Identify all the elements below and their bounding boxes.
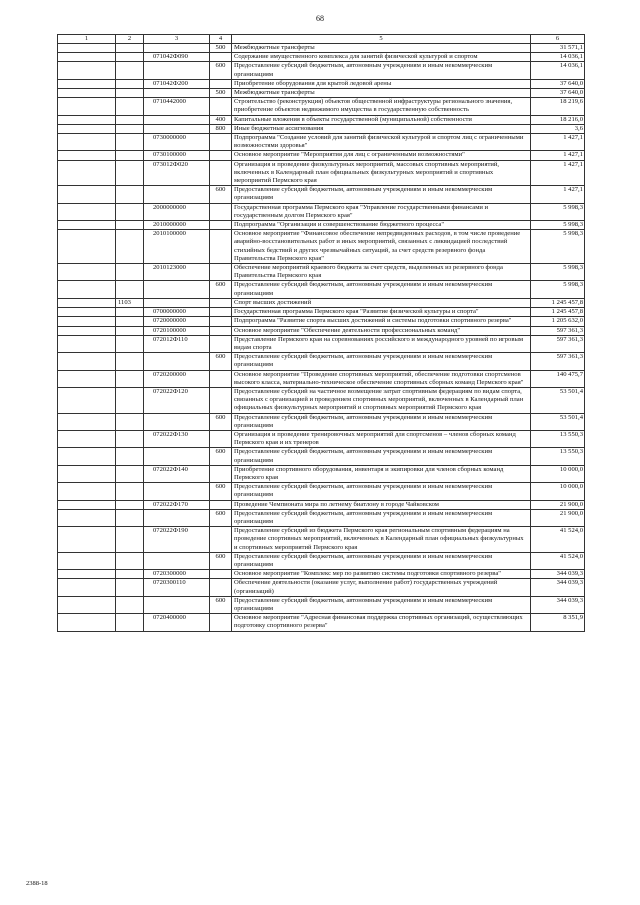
cell-amount: 1 427,1 <box>531 186 585 203</box>
cell-amount: 37 640,0 <box>531 89 585 98</box>
cell-section-code <box>116 230 144 264</box>
cell-amount: 1 205 632,0 <box>531 317 585 326</box>
cell-description: Приобретение спортивного оборудования, инвентаря и экипировки для членов сборных команд Пермского края <box>232 465 531 482</box>
cell-section-code <box>116 596 144 613</box>
cell-description: Основное мероприятие "Комплекс мер по развитию системы подготовки спортивного резерва" <box>232 570 531 579</box>
cell-section-code <box>116 89 144 98</box>
cell-amount: 10 000,0 <box>531 483 585 500</box>
header-row <box>58 35 585 44</box>
cell-description: Основное мероприятие "Мероприятия для лиц с ограниченными возможностями" <box>232 151 531 160</box>
cell-target-article: 072022Ф120 <box>144 387 210 413</box>
cell-expense-type <box>210 614 232 631</box>
cell-col-1 <box>58 353 116 370</box>
cell-description: Предоставление субсидий бюджетным, автономным учреждениям и иным некоммерческим организациям <box>232 509 531 526</box>
cell-description: Содержание имущественного комплекса для занятий физической культурой и спортом <box>232 53 531 62</box>
cell-target-article <box>144 298 210 307</box>
cell-section-code <box>116 370 144 387</box>
header-col-5: 5 <box>232 35 531 44</box>
cell-expense-type <box>210 151 232 160</box>
cell-col-1 <box>58 527 116 553</box>
table-row <box>58 579 585 596</box>
cell-target-article <box>144 62 210 79</box>
cell-target-article <box>144 552 210 569</box>
cell-col-1 <box>58 413 116 430</box>
cell-amount: 31 571,1 <box>531 44 585 53</box>
cell-target-article: 071042Ф090 <box>144 53 210 62</box>
cell-section-code <box>116 264 144 281</box>
cell-section-code <box>116 53 144 62</box>
table-row <box>58 203 585 220</box>
table-row <box>58 430 585 447</box>
cell-amount: 5 998,3 <box>531 281 585 298</box>
cell-description: Основное мероприятие "Обеспечение деятельности профессиональных команд" <box>232 326 531 335</box>
cell-col-1 <box>58 221 116 230</box>
cell-col-1 <box>58 308 116 317</box>
cell-col-1 <box>58 89 116 98</box>
cell-col-1 <box>58 134 116 151</box>
cell-target-article <box>144 509 210 526</box>
cell-target-article: 0720400000 <box>144 614 210 631</box>
table-row <box>58 186 585 203</box>
cell-section-code <box>116 124 144 133</box>
cell-description: Предоставление субсидий бюджетным, автономным учреждениям и иным некоммерческим организациям <box>232 448 531 465</box>
cell-amount: 1 427,1 <box>531 151 585 160</box>
cell-col-1 <box>58 483 116 500</box>
cell-amount: 1 427,1 <box>531 160 585 186</box>
table-row <box>58 596 585 613</box>
table-row <box>58 509 585 526</box>
cell-section-code <box>116 134 144 151</box>
cell-amount: 8 351,9 <box>531 614 585 631</box>
cell-description: Организация и проведение тренировочных мероприятий для спортсменов – членов сборных команд Пермского края и их тренеров <box>232 430 531 447</box>
cell-expense-type <box>210 465 232 482</box>
cell-section-code <box>116 465 144 482</box>
table-row <box>58 89 585 98</box>
cell-expense-type: 500 <box>210 89 232 98</box>
cell-expense-type <box>210 370 232 387</box>
cell-amount: 14 036,1 <box>531 53 585 62</box>
cell-amount: 3,6 <box>531 124 585 133</box>
table-row <box>58 221 585 230</box>
cell-description: Межбюджетные трансферты <box>232 44 531 53</box>
header-col-3: 3 <box>144 35 210 44</box>
cell-section-code <box>116 527 144 553</box>
table-row <box>58 62 585 79</box>
cell-amount: 140 475,7 <box>531 370 585 387</box>
table-row <box>58 326 585 335</box>
cell-section-code <box>116 509 144 526</box>
cell-description: Предоставление субсидий бюджетным, автономным учреждениям и иным некоммерческим организациям <box>232 596 531 613</box>
cell-col-1 <box>58 298 116 307</box>
cell-col-1 <box>58 326 116 335</box>
cell-expense-type <box>210 221 232 230</box>
cell-amount: 13 550,3 <box>531 430 585 447</box>
cell-description: Проведение Чемпионата мира по летнему биатлону в городе Чайковском <box>232 500 531 509</box>
cell-expense-type <box>210 326 232 335</box>
cell-description: Предоставление субсидий бюджетным, автономным учреждениям и иным некоммерческим организациям <box>232 62 531 79</box>
cell-target-article: 2010000000 <box>144 221 210 230</box>
cell-expense-type <box>210 160 232 186</box>
cell-target-article <box>144 596 210 613</box>
cell-target-article: 071042Ф200 <box>144 79 210 88</box>
table-row <box>58 552 585 569</box>
cell-expense-type <box>210 430 232 447</box>
cell-section-code <box>116 430 144 447</box>
table-row <box>58 527 585 553</box>
cell-expense-type: 600 <box>210 186 232 203</box>
cell-expense-type: 600 <box>210 281 232 298</box>
cell-section-code <box>116 614 144 631</box>
cell-target-article: 073012Ф020 <box>144 160 210 186</box>
table-row <box>58 370 585 387</box>
cell-col-1 <box>58 264 116 281</box>
cell-expense-type <box>210 500 232 509</box>
cell-col-1 <box>58 62 116 79</box>
cell-section-code <box>116 62 144 79</box>
cell-target-article: 0720200000 <box>144 370 210 387</box>
table-row <box>58 500 585 509</box>
cell-section-code <box>116 552 144 569</box>
cell-description: Организация и проведение физкультурных мероприятий, массовых спортивных мероприятий, включенных в Календарный план официальных физкультурных мероприятий и спортивных мероприятий Пермского края <box>232 160 531 186</box>
cell-amount: 344 039,3 <box>531 596 585 613</box>
cell-expense-type: 600 <box>210 353 232 370</box>
table-row <box>58 134 585 151</box>
header-col-1: 1 <box>58 35 116 44</box>
cell-col-1 <box>58 160 116 186</box>
cell-amount: 5 998,3 <box>531 264 585 281</box>
cell-description: Предоставление субсидий бюджетным, автономным учреждениям и иным некоммерческим организациям <box>232 483 531 500</box>
cell-section-code <box>116 79 144 88</box>
cell-target-article <box>144 281 210 298</box>
cell-amount: 37 640,0 <box>531 79 585 88</box>
table-row <box>58 281 585 298</box>
cell-target-article: 2010123000 <box>144 264 210 281</box>
cell-expense-type: 600 <box>210 448 232 465</box>
cell-section-code <box>116 500 144 509</box>
cell-expense-type: 600 <box>210 509 232 526</box>
cell-expense-type <box>210 264 232 281</box>
cell-description: Основное мероприятие "Проведение спортивных мероприятий, обеспечение подготовки спортсменов высокого класса, материально-техническое обеспечение спортивных сборных команд Пермского края" <box>232 370 531 387</box>
budget-table <box>57 34 585 632</box>
cell-target-article: 0720300110 <box>144 579 210 596</box>
cell-amount: 18 219,6 <box>531 98 585 115</box>
cell-section-code <box>116 579 144 596</box>
table-row <box>58 448 585 465</box>
cell-target-article <box>144 89 210 98</box>
cell-description: Строительство (реконструкция) объектов общественной инфраструктуры регионального значения, приобретение объектов недвижимого имущества в государственную собственность <box>232 98 531 115</box>
table-row <box>58 124 585 133</box>
cell-description: Предоставление субсидий бюджетным, автономным учреждениям и иным некоммерческим организациям <box>232 186 531 203</box>
cell-col-1 <box>58 596 116 613</box>
cell-expense-type: 600 <box>210 413 232 430</box>
cell-expense-type <box>210 134 232 151</box>
table-header <box>58 35 585 44</box>
cell-section-code <box>116 413 144 430</box>
cell-target-article: 2010100000 <box>144 230 210 264</box>
cell-description: Предоставление субсидий из бюджета Пермского края региональным спортивным федерациям на проведение спортивных мероприятий, включенных в Календарный план официальных физкультурных и спортивных мероприятий Пермского края <box>232 527 531 553</box>
cell-target-article: 072022Ф130 <box>144 430 210 447</box>
cell-section-code <box>116 335 144 352</box>
cell-expense-type <box>210 53 232 62</box>
page-number: 68 <box>316 14 324 23</box>
cell-target-article <box>144 115 210 124</box>
cell-amount: 53 501,4 <box>531 413 585 430</box>
header-col-2: 2 <box>116 35 144 44</box>
table-body <box>58 44 585 632</box>
cell-description: Предоставление субсидий бюджетным, автономным учреждениям и иным некоммерческим организациям <box>232 353 531 370</box>
header-col-4: 4 <box>210 35 232 44</box>
cell-amount: 5 998,3 <box>531 221 585 230</box>
cell-target-article: 2000000000 <box>144 203 210 220</box>
table-row <box>58 160 585 186</box>
cell-target-article: 072022Ф190 <box>144 527 210 553</box>
cell-col-1 <box>58 579 116 596</box>
cell-amount: 597 361,3 <box>531 353 585 370</box>
cell-col-1 <box>58 614 116 631</box>
cell-target-article <box>144 124 210 133</box>
cell-col-1 <box>58 186 116 203</box>
cell-description: Предоставление субсидий на частичное возмещение затрат спортивным федерациям по видам спорта, связанных с организацией и проведением спортивных мероприятий, включенных в Календарный план официальных физкультурных мероприятий и спортивных мероприятий Пермского края <box>232 387 531 413</box>
cell-target-article <box>144 186 210 203</box>
cell-col-1 <box>58 465 116 482</box>
cell-expense-type <box>210 335 232 352</box>
cell-expense-type <box>210 79 232 88</box>
cell-expense-type <box>210 570 232 579</box>
cell-expense-type <box>210 298 232 307</box>
cell-amount: 41 524,0 <box>531 527 585 553</box>
cell-description: Предоставление субсидий бюджетным, автономным учреждениям и иным некоммерческим организациям <box>232 413 531 430</box>
cell-section-code <box>116 326 144 335</box>
cell-description: Приобретение оборудования для крытой ледовой арены <box>232 79 531 88</box>
cell-col-1 <box>58 281 116 298</box>
table-row <box>58 465 585 482</box>
cell-target-article <box>144 483 210 500</box>
cell-amount: 344 039,3 <box>531 570 585 579</box>
cell-expense-type: 600 <box>210 552 232 569</box>
table-row <box>58 53 585 62</box>
cell-col-1 <box>58 335 116 352</box>
cell-description: Подпрограмма "Развитие спорта высших достижений и системы подготовки спортивного резерва" <box>232 317 531 326</box>
cell-amount: 344 039,3 <box>531 579 585 596</box>
cell-section-code <box>116 317 144 326</box>
table-row <box>58 151 585 160</box>
cell-amount: 597 361,3 <box>531 326 585 335</box>
cell-col-1 <box>58 53 116 62</box>
cell-col-1 <box>58 98 116 115</box>
cell-description: Обеспечение деятельности (оказание услуг, выполнение работ) государственных учреждений (организаций) <box>232 579 531 596</box>
cell-amount: 1 427,1 <box>531 134 585 151</box>
document-code: 2388-18 <box>26 880 48 887</box>
cell-description: Представление Пермского края на соревнованиях российского и международного уровней по игровым видам спорта <box>232 335 531 352</box>
table-row <box>58 98 585 115</box>
cell-target-article <box>144 353 210 370</box>
cell-target-article: 072022Ф170 <box>144 500 210 509</box>
cell-col-1 <box>58 151 116 160</box>
cell-section-code <box>116 353 144 370</box>
table-row <box>58 79 585 88</box>
cell-section-code <box>116 387 144 413</box>
cell-expense-type <box>210 98 232 115</box>
table-row <box>58 353 585 370</box>
cell-description: Иные бюджетные ассигнования <box>232 124 531 133</box>
cell-expense-type <box>210 527 232 553</box>
cell-description: Основное мероприятие "Финансовое обеспечение непредвиденных расходов, в том числе проведение аварийно-восстановительных работ и иных мероприятий, связанных с ликвидацией последствий стихийных бедствий и других чрезвычайных ситуаций, за счет средств резервного фонда Правительства Пермского края" <box>232 230 531 264</box>
cell-section-code <box>116 221 144 230</box>
cell-target-article: 072012Ф110 <box>144 335 210 352</box>
cell-section-code: 1103 <box>116 298 144 307</box>
cell-target-article: 0700000000 <box>144 308 210 317</box>
cell-col-1 <box>58 230 116 264</box>
cell-section-code <box>116 203 144 220</box>
cell-amount: 21 900,0 <box>531 509 585 526</box>
table-row <box>58 230 585 264</box>
cell-expense-type <box>210 308 232 317</box>
table-row <box>58 570 585 579</box>
table-row <box>58 264 585 281</box>
cell-expense-type: 600 <box>210 62 232 79</box>
cell-target-article <box>144 448 210 465</box>
cell-description: Обеспечение мероприятий краевого бюджета за счет средств, выделенных из резервного фонда Правительства Пермского края <box>232 264 531 281</box>
header-col-6: 6 <box>531 35 585 44</box>
cell-expense-type <box>210 230 232 264</box>
table-row <box>58 115 585 124</box>
cell-description: Государственная программа Пермского края "Развитие физической культуры и спорта" <box>232 308 531 317</box>
cell-section-code <box>116 483 144 500</box>
cell-amount: 10 000,0 <box>531 465 585 482</box>
cell-amount: 1 245 457,8 <box>531 308 585 317</box>
cell-section-code <box>116 281 144 298</box>
cell-col-1 <box>58 115 116 124</box>
cell-col-1 <box>58 509 116 526</box>
cell-amount: 18 216,0 <box>531 115 585 124</box>
cell-col-1 <box>58 500 116 509</box>
cell-expense-type <box>210 317 232 326</box>
budget-table-container <box>57 34 584 632</box>
table-row <box>58 387 585 413</box>
cell-section-code <box>116 151 144 160</box>
cell-col-1 <box>58 570 116 579</box>
cell-amount: 5 998,3 <box>531 203 585 220</box>
cell-description: Основное мероприятие "Адресная финансовая поддержка спортивных организаций, осуществляющих подготовку спортивного резерва" <box>232 614 531 631</box>
cell-expense-type <box>210 203 232 220</box>
cell-amount: 597 361,3 <box>531 335 585 352</box>
cell-amount: 53 501,4 <box>531 387 585 413</box>
cell-amount: 41 524,0 <box>531 552 585 569</box>
cell-col-1 <box>58 124 116 133</box>
cell-description: Предоставление субсидий бюджетным, автономным учреждениям и иным некоммерческим организациям <box>232 281 531 298</box>
cell-col-1 <box>58 79 116 88</box>
table-row <box>58 317 585 326</box>
cell-section-code <box>116 98 144 115</box>
cell-amount: 5 998,3 <box>531 230 585 264</box>
cell-target-article: 0720000000 <box>144 317 210 326</box>
cell-target-article <box>144 413 210 430</box>
cell-target-article: 0730100000 <box>144 151 210 160</box>
table-row <box>58 335 585 352</box>
table-row <box>58 44 585 53</box>
cell-expense-type: 600 <box>210 483 232 500</box>
table-row <box>58 614 585 631</box>
cell-col-1 <box>58 44 116 53</box>
cell-target-article <box>144 44 210 53</box>
cell-col-1 <box>58 430 116 447</box>
table-row <box>58 298 585 307</box>
cell-expense-type: 800 <box>210 124 232 133</box>
cell-col-1 <box>58 370 116 387</box>
cell-col-1 <box>58 552 116 569</box>
cell-col-1 <box>58 317 116 326</box>
cell-description: Спорт высших достижений <box>232 298 531 307</box>
cell-section-code <box>116 570 144 579</box>
cell-section-code <box>116 44 144 53</box>
cell-description: Капитальные вложения в объекты государственной (муниципальной) собственности <box>232 115 531 124</box>
cell-section-code <box>116 160 144 186</box>
cell-col-1 <box>58 387 116 413</box>
cell-col-1 <box>58 448 116 465</box>
cell-description: Государственная программа Пермского края "Управление государственными финансами и государственным долгом Пермского края" <box>232 203 531 220</box>
cell-description: Подпрограмма "Организация и совершенствование бюджетного процесса" <box>232 221 531 230</box>
cell-expense-type: 600 <box>210 596 232 613</box>
cell-col-1 <box>58 203 116 220</box>
cell-amount: 1 245 457,8 <box>531 298 585 307</box>
table-row <box>58 308 585 317</box>
cell-target-article: 0730000000 <box>144 134 210 151</box>
cell-amount: 13 550,3 <box>531 448 585 465</box>
table-row <box>58 483 585 500</box>
cell-expense-type: 400 <box>210 115 232 124</box>
cell-target-article: 072022Ф140 <box>144 465 210 482</box>
cell-target-article: 0720100000 <box>144 326 210 335</box>
cell-expense-type <box>210 579 232 596</box>
cell-section-code <box>116 308 144 317</box>
cell-section-code <box>116 115 144 124</box>
cell-section-code <box>116 186 144 203</box>
cell-description: Подпрограмма "Создание условий для занятий физической культурой и спортом лиц с ограниченными возможностями здоровья" <box>232 134 531 151</box>
cell-target-article: 0710442000 <box>144 98 210 115</box>
cell-section-code <box>116 448 144 465</box>
cell-amount: 21 900,0 <box>531 500 585 509</box>
cell-description: Предоставление субсидий бюджетным, автономным учреждениям и иным некоммерческим организациям <box>232 552 531 569</box>
cell-target-article: 0720300000 <box>144 570 210 579</box>
cell-expense-type <box>210 387 232 413</box>
table-row <box>58 413 585 430</box>
cell-amount: 14 036,1 <box>531 62 585 79</box>
cell-expense-type: 500 <box>210 44 232 53</box>
cell-description: Межбюджетные трансферты <box>232 89 531 98</box>
